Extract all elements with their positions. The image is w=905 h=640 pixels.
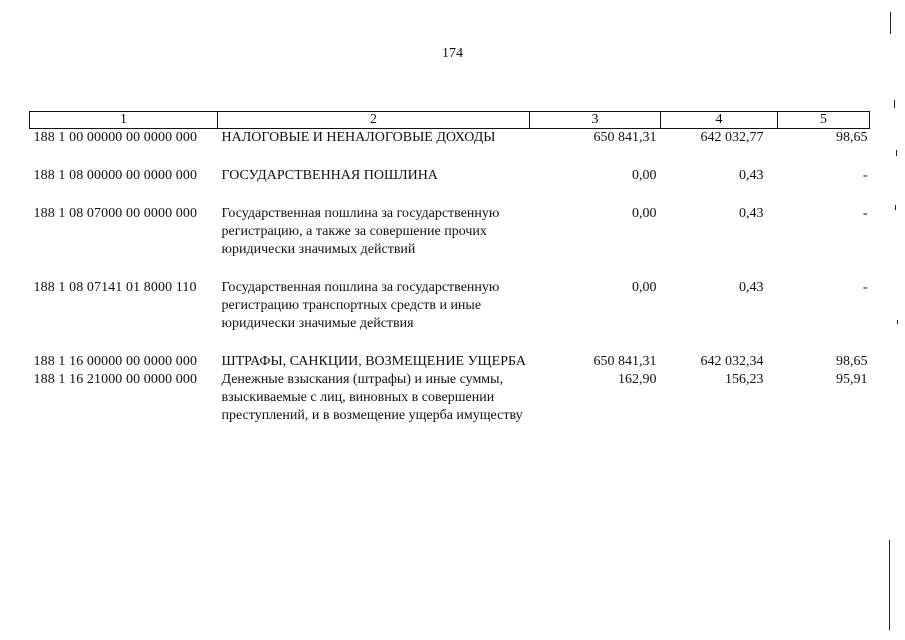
table-row [30,371,870,425]
header-col-1: 1 [30,112,218,129]
row-name: ШТРАФЫ, САНКЦИИ, ВОЗМЕЩЕНИЕ УЩЕРБА [221,354,526,369]
scan-edge-mark [894,100,895,108]
header-col-3: 3 [530,112,661,129]
table-row [30,279,870,333]
row-name: ГОСУДАРСТВЕННАЯ ПОШЛИНА [221,168,438,183]
table-row [30,205,870,259]
row-col4: 156,23 [725,372,764,387]
table-row [30,167,870,185]
scan-edge-mark [897,320,898,324]
row-code: 188 1 16 00000 00 0000 000 [33,354,198,369]
row-name: Государственная пошлина за государственную регистрацию, а также за совершение прочих юридически значимых действий [221,206,500,257]
header-col-2: 2 [218,112,530,129]
row-col3: 0,00 [632,206,657,221]
row-name: НАЛОГОВЫЕ И НЕНАЛОГОВЫЕ ДОХОДЫ [221,130,496,145]
header-col-5: 5 [778,112,870,129]
row-col5: - [862,168,868,183]
row-col5: 95,91 [836,372,868,387]
row-col3: 162,90 [618,372,657,387]
table-row [30,353,870,371]
row-code: 188 1 08 00000 00 0000 000 [33,168,198,183]
row-col5: 98,65 [836,130,868,145]
row-code: 188 1 16 21000 00 0000 000 [33,372,198,387]
row-spacer [30,333,870,353]
row-col4: 0,43 [739,168,764,183]
row-spacer [30,185,870,205]
row-code: 188 1 08 07000 00 0000 000 [33,206,198,221]
budget-table [29,111,870,425]
page-number: 174 [442,46,463,61]
row-col3: 0,00 [632,168,657,183]
row-col5: - [862,280,868,295]
row-col5: - [862,206,868,221]
table-row [30,129,870,148]
row-col3: 650 841,31 [593,130,657,145]
row-col5: 98,65 [836,354,868,369]
scan-edge-mark [896,150,897,156]
row-col3: 650 841,31 [593,354,657,369]
row-col3: 0,00 [632,280,657,295]
row-spacer [30,147,870,167]
header-col-4: 4 [661,112,778,129]
row-col4: 0,43 [739,280,764,295]
row-col4: 642 032,34 [700,354,764,369]
scan-edge-line [889,540,890,630]
row-code: 188 1 08 07141 01 8000 110 [33,280,197,295]
row-col4: 642 032,77 [700,130,764,145]
row-spacer [30,259,870,279]
row-code: 188 1 00 00000 00 0000 000 [33,130,198,145]
scan-edge-mark [895,205,896,210]
header-row [30,112,870,129]
row-name: Государственная пошлина за государственную регистрацию транспортных средств и иные юридически значимые действия [221,280,500,331]
scan-edge-line [890,12,891,34]
row-name: Денежные взыскания (штрафы) и иные суммы, взыскиваемые с лиц, виновных в совершении преступлений, и в возмещение ущерба имуществу [221,372,523,423]
row-col4: 0,43 [739,206,764,221]
